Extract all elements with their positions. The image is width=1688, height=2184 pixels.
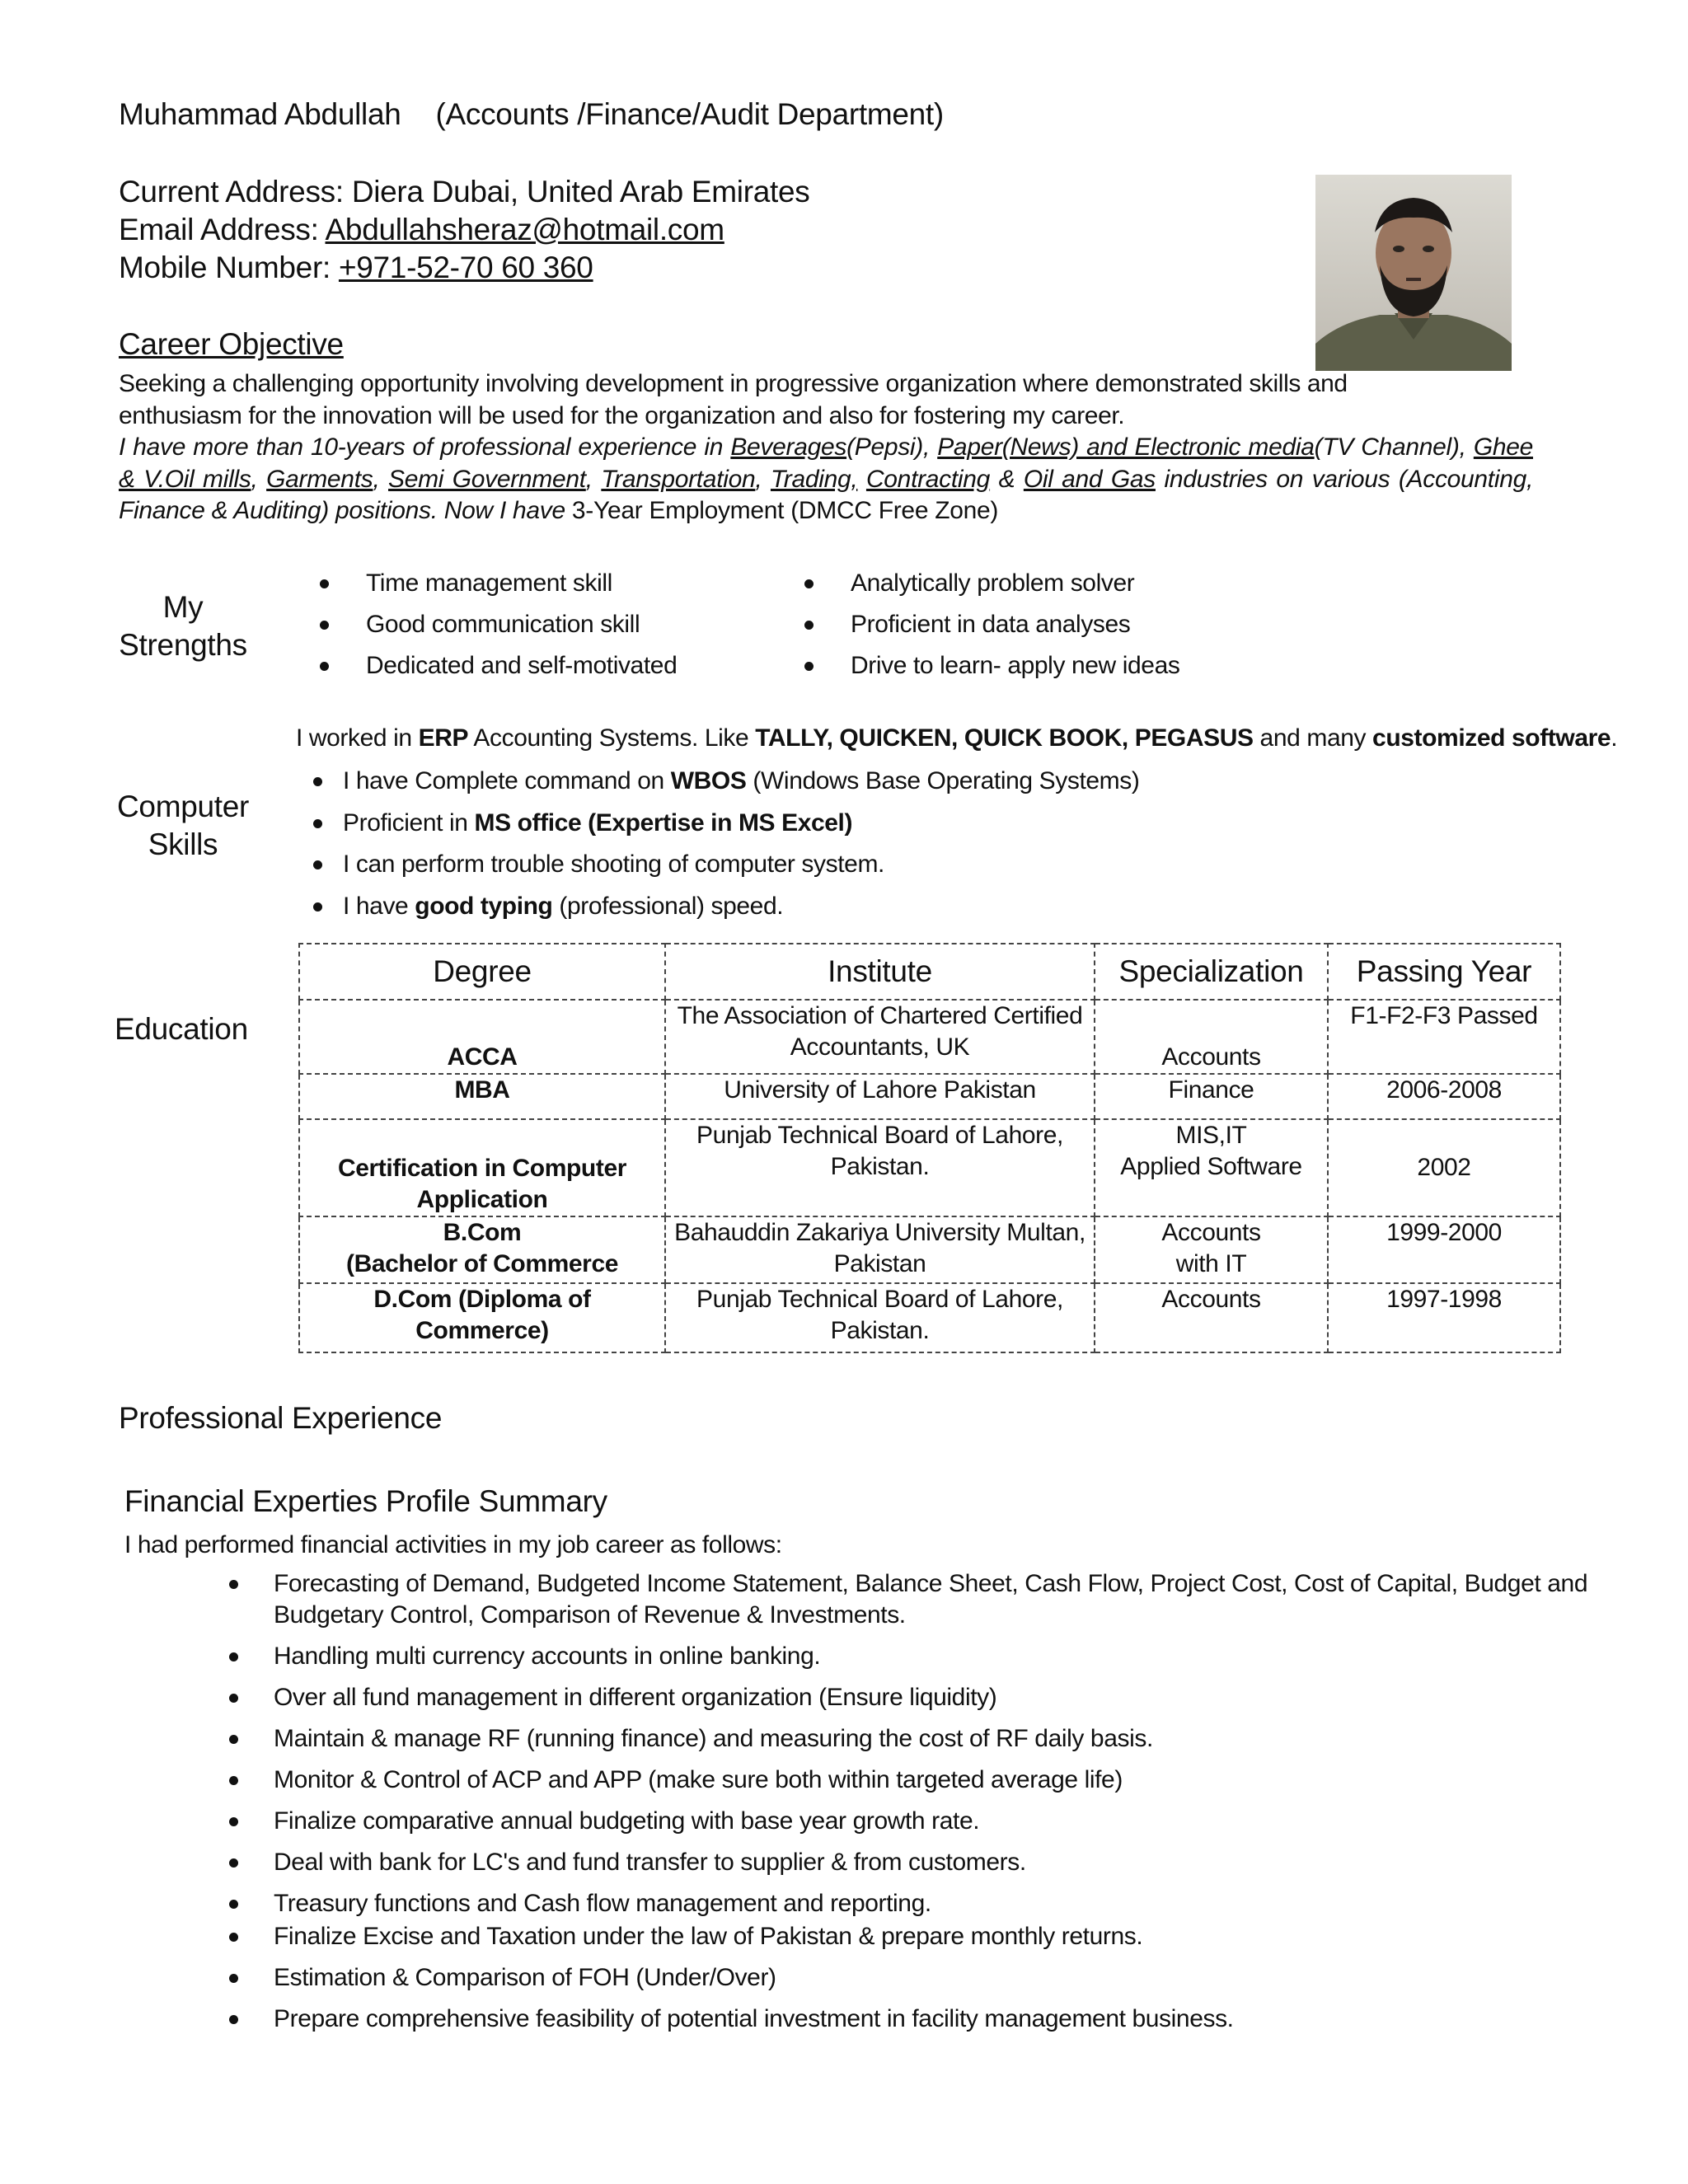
profile-photo-image bbox=[1315, 175, 1512, 371]
table-row bbox=[299, 1283, 1560, 1352]
bullet-icon bbox=[804, 662, 814, 671]
year-text: 2002 bbox=[1417, 1154, 1471, 1181]
career-objective-heading: Career Objective bbox=[119, 327, 344, 361]
specialization-text: Accounts bbox=[1161, 1043, 1261, 1071]
list-item bbox=[224, 1682, 1625, 1713]
table-row bbox=[299, 1216, 1560, 1283]
exp-text: (News) bbox=[1001, 434, 1079, 461]
col-header-passing-year: Passing Year bbox=[1328, 944, 1560, 1000]
bullet-icon bbox=[229, 1933, 238, 1942]
institute-text: Pakistan bbox=[833, 1250, 926, 1277]
list-item bbox=[801, 645, 1312, 687]
specialization-text: with IT bbox=[1175, 1250, 1247, 1277]
bullet-icon bbox=[313, 777, 322, 786]
industry-beverages: Beverages bbox=[730, 434, 847, 461]
institute-cell bbox=[665, 1000, 1095, 1074]
financial-summary-intro: I had performed financial activities in my job career as follows: bbox=[124, 1531, 782, 1558]
industry-garments: Garments bbox=[266, 465, 373, 493]
strength-text: Analytically problem solver bbox=[851, 569, 1135, 597]
cs-item-bold: good typing bbox=[415, 892, 553, 920]
col-header-institute: Institute bbox=[665, 944, 1095, 1000]
activity-text: Handling multi currency accounts in online banking. bbox=[274, 1643, 821, 1670]
degree-text: (Bachelor of Commerce bbox=[345, 1250, 619, 1277]
cs-software: TALLY, QUICKEN, QUICK BOOK, PEGASUS bbox=[755, 724, 1254, 752]
list-item bbox=[316, 645, 778, 687]
objective-line-2: enthusiasm for the innovation will be used for the organization and also for fostering my career. bbox=[119, 401, 1125, 429]
degree-text: B.Com bbox=[443, 1219, 522, 1246]
bullet-icon bbox=[320, 621, 329, 630]
activity-text: Over all fund management in different organization (Ensure liquidity) bbox=[274, 1684, 997, 1711]
bullet-icon bbox=[229, 1900, 238, 1909]
industry-trading: Trading, bbox=[770, 465, 858, 493]
exp-sep bbox=[857, 466, 866, 493]
institute-cell bbox=[665, 1216, 1095, 1283]
address-row bbox=[119, 173, 809, 211]
year-text: 1997-1998 bbox=[1386, 1286, 1502, 1313]
bullet-icon bbox=[313, 819, 322, 828]
cs-text: Accounting Systems. Like bbox=[468, 724, 756, 752]
degree-text: Application bbox=[416, 1186, 548, 1213]
strength-text: Good communication skill bbox=[366, 611, 640, 638]
activity-text: Finalize Excise and Taxation under the law of Pakistan & prepare monthly returns. bbox=[274, 1923, 1143, 1950]
specialization-text: Accounts bbox=[1161, 1219, 1261, 1246]
degree-cell bbox=[299, 1074, 665, 1119]
activity-text: Estimation & Comparison of FOH (Under/Over) bbox=[274, 1964, 776, 1991]
degree-text: ACCA bbox=[447, 1043, 518, 1071]
industry-ghee: Ghee & V.Oil mills bbox=[119, 434, 1534, 493]
list-item bbox=[224, 1765, 1625, 1796]
degree-cell bbox=[299, 1000, 665, 1074]
activity-text: Treasury functions and Cash flow management and reporting. bbox=[274, 1890, 931, 1917]
bullet-icon bbox=[229, 1694, 238, 1703]
col-header-specialization: Specialization bbox=[1095, 944, 1328, 1000]
financial-activities-list bbox=[224, 1568, 1625, 2045]
year-cell bbox=[1328, 1000, 1560, 1074]
exp-sep: , bbox=[755, 465, 771, 493]
strength-text: Dedicated and self-motivated bbox=[366, 652, 678, 679]
computer-skills-list bbox=[300, 761, 1536, 927]
institute-text: University of Lahore Pakistan bbox=[724, 1076, 1036, 1104]
specialization-cell bbox=[1095, 1000, 1328, 1074]
year-cell bbox=[1328, 1119, 1560, 1216]
table-row bbox=[299, 1000, 1560, 1074]
address-label: Current Address: bbox=[119, 175, 344, 209]
institute-cell bbox=[665, 1119, 1095, 1216]
bullet-icon bbox=[229, 1652, 238, 1661]
cs-item-text: Proficient in bbox=[343, 808, 475, 837]
mobile-row bbox=[119, 249, 809, 287]
specialization-cell bbox=[1095, 1216, 1328, 1283]
year-cell bbox=[1328, 1074, 1560, 1119]
degree-cell bbox=[299, 1283, 665, 1352]
list-item bbox=[224, 1568, 1625, 1631]
strength-text: Time management skill bbox=[366, 569, 612, 597]
institute-text: Pakistan. bbox=[830, 1153, 930, 1180]
list-item bbox=[224, 1888, 1625, 1919]
computer-skills-intro bbox=[296, 724, 1617, 752]
exp-text: I have more than 10-years of professional experience in bbox=[119, 434, 731, 461]
professional-experience-heading: Professional Experience bbox=[119, 1401, 443, 1435]
activity-text: Prepare comprehensive feasibility of potential investment in facility management business. bbox=[274, 2005, 1234, 2032]
bullet-icon bbox=[320, 579, 329, 588]
strengths-list-1 bbox=[316, 563, 778, 687]
exp-sep: , bbox=[585, 465, 602, 493]
bullet-icon bbox=[229, 1817, 238, 1826]
specialization-text: Accounts bbox=[1161, 1286, 1261, 1313]
computer-skills-label-1: Computer bbox=[117, 790, 250, 823]
list-item bbox=[300, 761, 1536, 803]
institute-cell bbox=[665, 1283, 1095, 1352]
institute-text: The Association of Chartered Certified bbox=[677, 1002, 1083, 1029]
degree-text: MBA bbox=[454, 1076, 510, 1104]
mobile-link[interactable]: +971-52-70 60 360 bbox=[338, 251, 593, 284]
contact-block bbox=[119, 173, 809, 287]
industry-paper: Paper bbox=[937, 434, 1002, 461]
year-text: F1-F2-F3 Passed bbox=[1350, 1002, 1538, 1029]
bullet-icon bbox=[229, 1858, 238, 1868]
education-table bbox=[298, 943, 1561, 1353]
year-cell bbox=[1328, 1283, 1560, 1352]
specialization-cell bbox=[1095, 1283, 1328, 1352]
table-header-row bbox=[299, 944, 1560, 1000]
exp-sep: , bbox=[373, 465, 389, 493]
exp-text: (Pepsi), bbox=[846, 434, 938, 461]
year-cell bbox=[1328, 1216, 1560, 1283]
institute-text: Punjab Technical Board of Lahore, bbox=[696, 1286, 1063, 1313]
list-item bbox=[300, 844, 1536, 886]
col-header-degree: Degree bbox=[299, 944, 665, 1000]
list-item bbox=[224, 2004, 1625, 2035]
strengths-label-1: My bbox=[162, 590, 204, 624]
specialization-cell bbox=[1095, 1119, 1328, 1216]
activity-text: Monitor & Control of ACP and APP (make sure both within targeted average life) bbox=[274, 1766, 1123, 1793]
bullet-icon bbox=[229, 1974, 238, 1983]
exp-employment: 3-Year Employment (DMCC Free Zone) bbox=[571, 497, 999, 524]
bullet-icon bbox=[229, 1735, 238, 1744]
objective-line-1: Seeking a challenging opportunity involving development in progressive organization where demonstrated skills and bbox=[119, 370, 1348, 397]
bullet-icon bbox=[229, 1776, 238, 1785]
industry-electronic-media: and Electronic media bbox=[1078, 434, 1315, 461]
cs-item-bold: WBOS bbox=[670, 767, 747, 794]
list-item bbox=[224, 1921, 1625, 1952]
cs-item-text: I can perform trouble shooting of computer system. bbox=[343, 851, 884, 878]
computer-skills-label bbox=[117, 788, 249, 864]
institute-text: Pakistan. bbox=[830, 1317, 930, 1344]
bullet-icon bbox=[804, 579, 814, 588]
degree-cell bbox=[299, 1216, 665, 1283]
strength-text: Proficient in data analyses bbox=[851, 611, 1131, 638]
institute-text: Bahauddin Zakariya University Multan, bbox=[674, 1219, 1085, 1246]
table-row bbox=[299, 1119, 1560, 1216]
cs-text: I worked in bbox=[296, 724, 419, 752]
degree-cell bbox=[299, 1119, 665, 1216]
department: (Accounts /Finance/Audit Department) bbox=[435, 97, 944, 131]
cs-custom: customized software bbox=[1372, 724, 1611, 752]
list-item bbox=[224, 1723, 1625, 1755]
bullet-icon bbox=[313, 860, 322, 869]
profile-photo bbox=[1315, 175, 1512, 371]
list-item bbox=[801, 563, 1312, 604]
activity-text: Finalize comparative annual budgeting with base year growth rate. bbox=[274, 1807, 980, 1835]
strengths-label bbox=[117, 588, 249, 664]
strengths-label-2: Strengths bbox=[119, 628, 247, 662]
financial-summary-heading: Financial Experties Profile Summary bbox=[124, 1484, 607, 1518]
institute-cell bbox=[665, 1074, 1095, 1119]
list-item bbox=[224, 1641, 1625, 1672]
activity-text: Maintain & manage RF (running finance) and measuring the cost of RF daily basis. bbox=[274, 1725, 1153, 1752]
list-item bbox=[224, 1847, 1625, 1878]
bullet-icon bbox=[804, 621, 814, 630]
cs-item-bold: MS office (Expertise in MS Excel) bbox=[474, 808, 853, 837]
computer-skills-label-2: Skills bbox=[148, 827, 218, 861]
degree-text: D.Com (Diploma of Commerce) bbox=[373, 1286, 591, 1344]
mobile-label: Mobile Number: bbox=[119, 251, 331, 284]
cs-item-text: I have bbox=[343, 892, 415, 920]
table-row bbox=[299, 1074, 1560, 1119]
list-item bbox=[224, 1962, 1625, 1994]
institute-text: Punjab Technical Board of Lahore, bbox=[696, 1122, 1063, 1149]
exp-text: (TV Channel), bbox=[1314, 434, 1474, 461]
experience-summary bbox=[119, 432, 1533, 527]
bullet-icon bbox=[229, 1580, 238, 1589]
list-item bbox=[300, 886, 1536, 928]
bullet-icon bbox=[320, 662, 329, 671]
activity-text: Deal with bank for LC's and fund transfer to supplier & from customers. bbox=[274, 1849, 1026, 1876]
specialization-text: Finance bbox=[1168, 1076, 1254, 1104]
list-item bbox=[316, 563, 778, 604]
cs-item-text: (Windows Base Operating Systems) bbox=[746, 767, 1140, 794]
email-row bbox=[119, 211, 809, 249]
name-line bbox=[119, 97, 944, 132]
bullet-icon bbox=[229, 2015, 238, 2024]
institute-text: Accountants, UK bbox=[790, 1033, 970, 1061]
email-label: Email Address: bbox=[119, 213, 319, 246]
industry-transportation: Transportation bbox=[601, 465, 756, 493]
cs-item-text: (professional) speed. bbox=[552, 892, 784, 920]
email-link[interactable]: Abdullahsheraz@hotmail.com bbox=[325, 213, 724, 246]
industry-semi-government: Semi Government bbox=[388, 465, 586, 493]
address-value: Diera Dubai, United Arab Emirates bbox=[351, 175, 810, 209]
industry-oil-gas: Oil and Gas bbox=[1023, 465, 1156, 493]
education-label: Education bbox=[115, 1012, 248, 1046]
specialization-text: Applied Software bbox=[1120, 1153, 1302, 1180]
activity-text: Forecasting of Demand, Budgeted Income Statement, Balance Sheet, Cash Flow, Project Cost, Cost of Capital, Budget and Budgetary Control, Comparison of Revenue & Investments. bbox=[274, 1570, 1588, 1629]
cs-erp: ERP bbox=[418, 724, 469, 752]
bullet-icon bbox=[313, 902, 322, 912]
list-item bbox=[316, 604, 778, 645]
degree-text: Certification in Computer bbox=[337, 1155, 626, 1182]
strength-text: Drive to learn- apply new ideas bbox=[851, 652, 1180, 679]
exp-sep: & bbox=[990, 465, 1024, 493]
year-text: 2006-2008 bbox=[1386, 1076, 1502, 1104]
cs-item-text: I have Complete command on bbox=[343, 767, 671, 794]
exp-text: industries on various (Accounting, Finance & Auditing) positions. Now I have bbox=[119, 465, 1534, 524]
list-item bbox=[300, 803, 1536, 845]
strengths-list-2 bbox=[801, 563, 1312, 687]
cs-text: and many bbox=[1253, 724, 1373, 752]
exp-sep: , bbox=[251, 465, 267, 493]
list-item bbox=[224, 1806, 1625, 1837]
specialization-cell bbox=[1095, 1074, 1328, 1119]
industry-contracting: Contracting bbox=[865, 465, 991, 493]
year-text: 1999-2000 bbox=[1386, 1219, 1502, 1246]
cs-text: . bbox=[1611, 724, 1618, 752]
list-item bbox=[801, 604, 1312, 645]
specialization-text: MIS,IT bbox=[1175, 1122, 1247, 1149]
candidate-name: Muhammad Abdullah bbox=[119, 97, 401, 131]
career-objective-text bbox=[119, 368, 1533, 432]
